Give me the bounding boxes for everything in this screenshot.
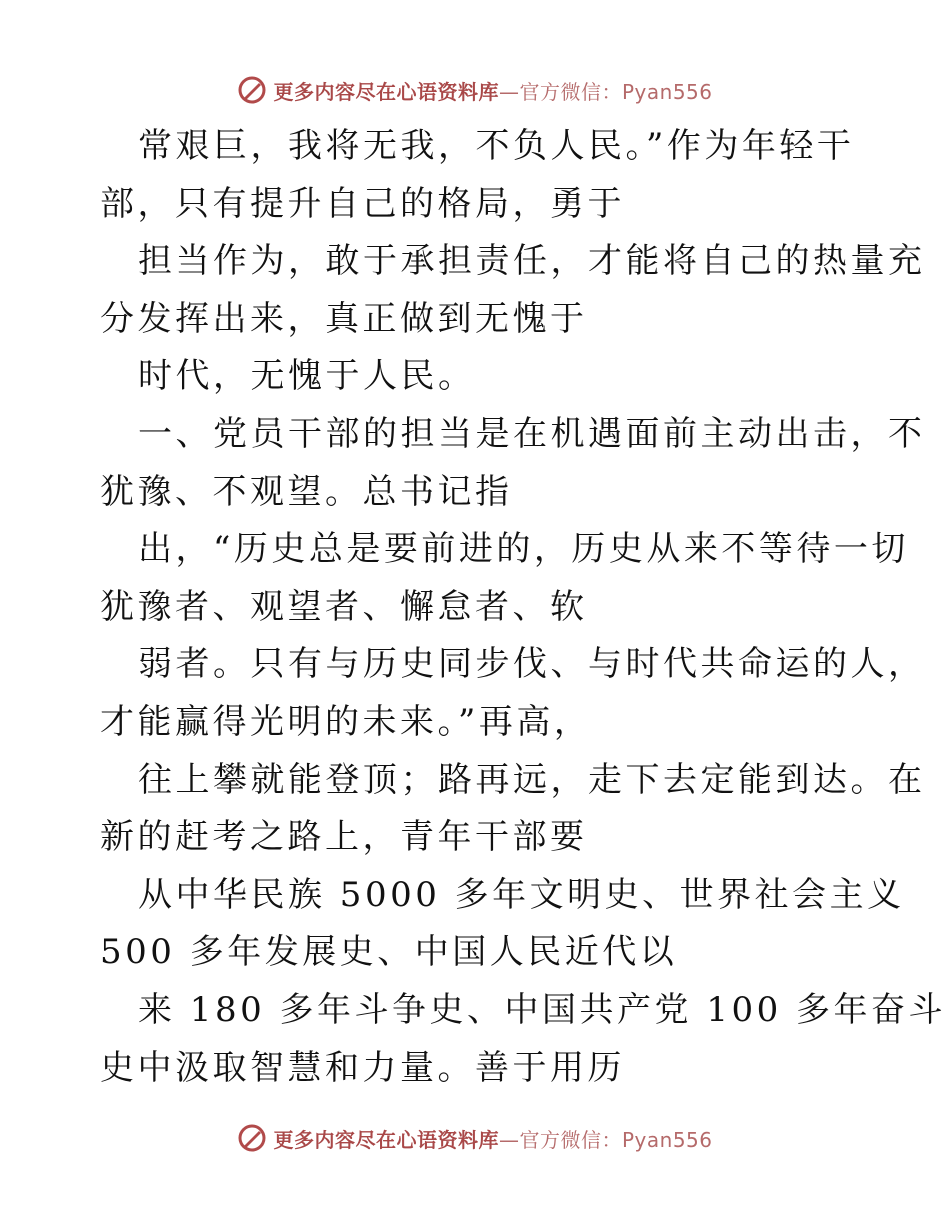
text-line: 犹豫、不观望。总书记指 <box>100 471 513 512</box>
quill-logo-icon <box>237 75 267 105</box>
text-line: 常艰巨，我将无我，不负人民。”作为年轻干 <box>138 126 855 166</box>
text-line: 一、党员干部的担当是在机遇面前主动出击，不 <box>138 413 926 454</box>
text-line: 时代，无愧于人民。 <box>138 356 476 397</box>
text-line: 才能赢得光明的未来。”再高， <box>100 701 592 742</box>
text-line: 500 多年发展史、中国人民近代以 <box>100 932 678 973</box>
document-body <box>100 118 947 1097</box>
quill-logo-icon <box>237 1123 267 1153</box>
text-line: 出，“历史总是要前进的，历史从来不等待一切 <box>138 529 909 570</box>
text-line: 部，只有提升自己的格局，勇于 <box>100 183 625 224</box>
header-contact-label: 官方微信： <box>519 79 622 104</box>
header-dash: — <box>498 79 520 104</box>
page-header-watermark <box>0 70 950 110</box>
text-line: 来 180 多年斗争史、中国共产党 100 多年奋斗 <box>138 989 947 1030</box>
text-line: 弱者。只有与历史同步伐、与时代共命运的人， <box>138 644 926 685</box>
footer-contact-label: 官方微信： <box>519 1127 622 1152</box>
header-contact-id: Pyan556 <box>621 79 713 104</box>
text-line: 史中汲取智慧和力量。善于用历 <box>100 1047 625 1088</box>
page-footer-watermark <box>0 1118 950 1158</box>
header-text <box>273 76 712 105</box>
text-line: 担当作为，敢于承担责任，才能将自己的热量充 <box>138 241 926 282</box>
text-line: 从中华民族 5000 多年文明史、世界社会主义 <box>138 874 905 915</box>
text-line: 新的赶考之路上，青年干部要 <box>100 817 588 858</box>
text-line: 犹豫者、观望者、懈怠者、软 <box>100 586 588 627</box>
footer-promo: 更多内容尽在心语资料库 <box>273 1127 499 1152</box>
footer-contact-id: Pyan556 <box>621 1127 713 1152</box>
footer-text <box>273 1124 712 1153</box>
text-line: 分发挥出来，真正做到无愧于 <box>100 298 588 339</box>
header-promo: 更多内容尽在心语资料库 <box>273 79 499 104</box>
text-line: 往上攀就能登顶；路再远，走下去定能到达。在 <box>138 759 926 800</box>
footer-dash: — <box>498 1127 520 1152</box>
